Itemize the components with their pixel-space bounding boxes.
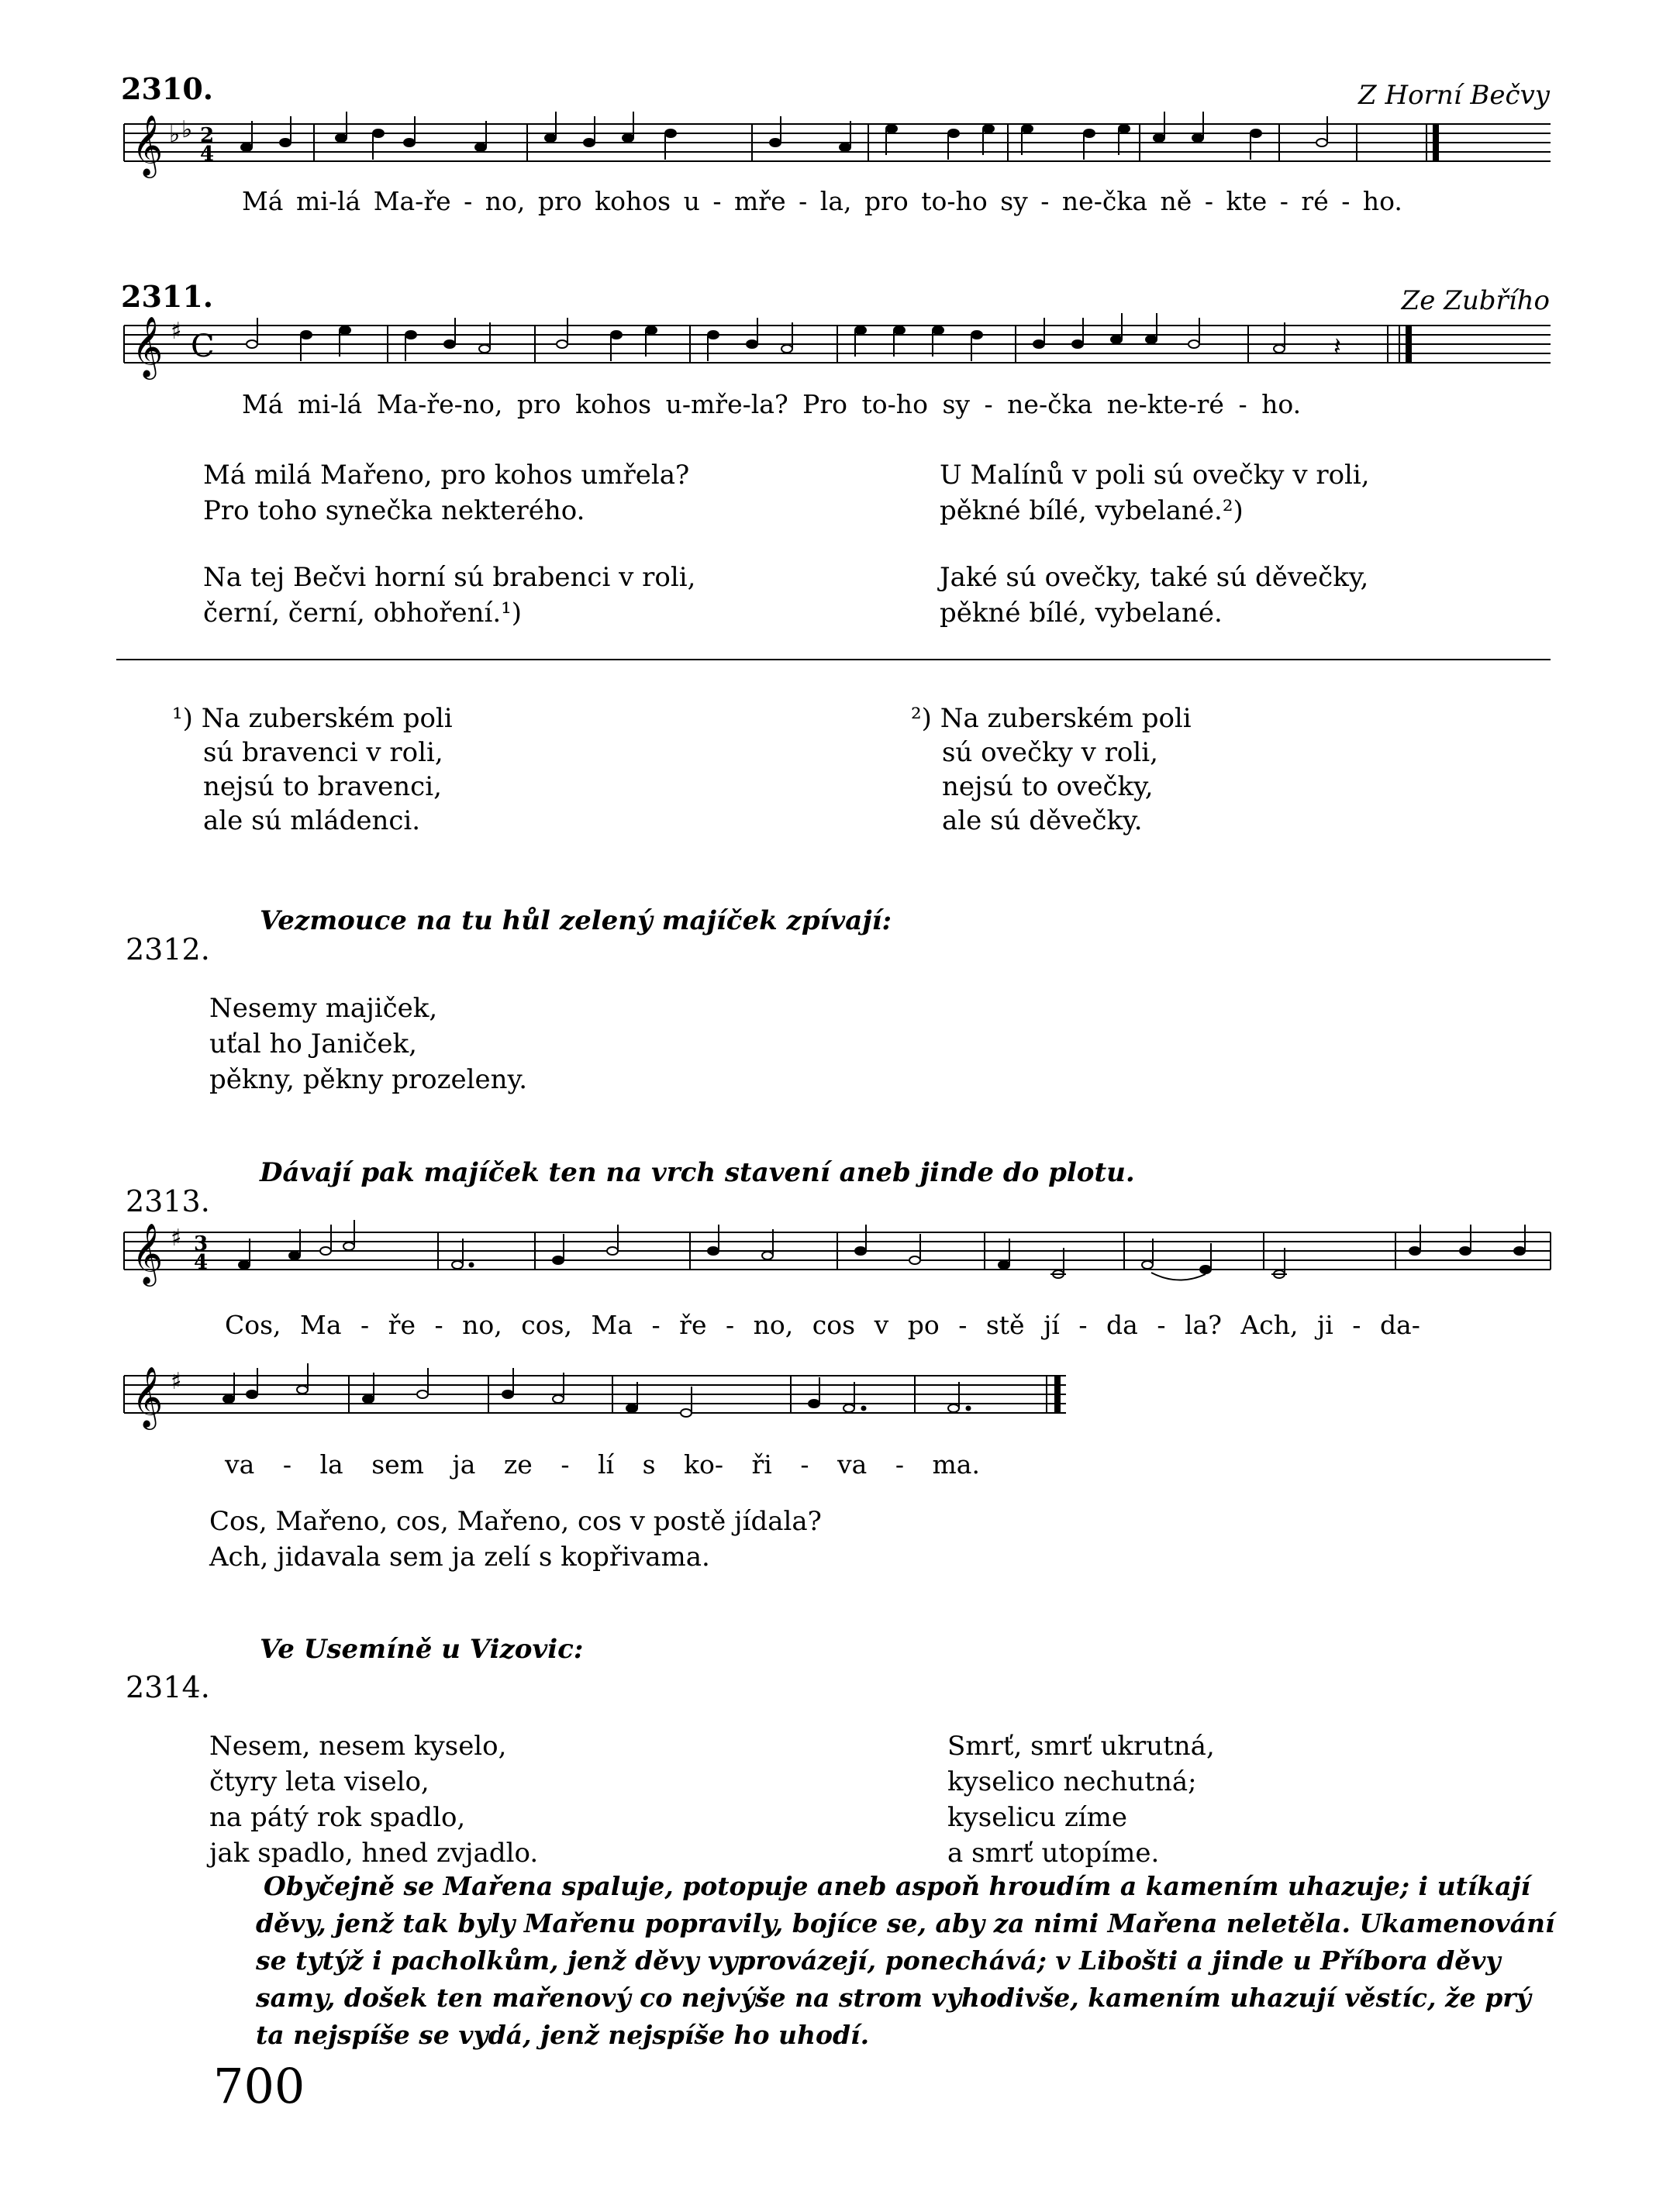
music-staff-2313-a [116,1225,1558,1302]
verses-2311-right: U Malínů v poli sú ovečky v roli, pěkné bílé, vybelané.²) Jaké sú ovečky, také sú děvečky, pěkné bílé, vybelané. [940,460,1370,629]
treble-clef-icon: 𝄞 [132,115,164,176]
music-staff-2313-b [116,1368,1558,1445]
treble-clef-icon: 𝄞 [132,1366,164,1428]
lyrics-2311: Má mi-lá Ma-ře-no, pro kohos u-mře-la? Pro to-ho sy - ne-čka ne-kte-ré - ho. [242,389,1302,419]
verse-2313: Cos, Mařeno, cos, Mařeno, cos v postě jídala? Ach, jidavala sem ja zelí s kopřivama. [209,1506,822,1573]
intro-2314: Ve Usemíně u Vizovic: [260,1634,584,1665]
song-origin-2311: Ze Zubřího [1401,285,1550,316]
treble-clef-icon: 𝄞 [132,316,164,377]
flat-icon: ♭ [169,121,181,148]
time-sig-common: C [191,329,215,364]
footnote-2: ²) Na zuberském poli sú ovečky v roli, nejsú to ovečky, ale sú děvečky. [911,703,1192,836]
song-number-2314: 2314. [126,1670,210,1704]
time-sig-top: 2 [200,124,215,147]
footnote-divider [116,659,1551,660]
intro-2313: Dávají pak majíček ten na vrch stavení aneb jinde do plotu. [260,1157,1135,1188]
footnote-1: ¹) Na zuberském poli sú bravenci v roli, nejsú to bravenci, ale sú mládenci. [172,703,453,836]
music-staff-2310 [116,116,1558,194]
lyrics-2313-line2: va - la sem ja ze - lí s ko- ři - va - ma. [225,1449,980,1480]
verse-2314-left: Nesem, nesem kyselo, čtyry leta viselo, na pátý rok spadlo, jak spadlo, hned zvjadlo. [209,1731,539,1869]
song-number-2312: 2312. [126,932,210,966]
time-sig-bottom: 4 [200,143,215,166]
music-staff-2311 [116,318,1558,395]
song-number-2310: 2310. [121,71,213,106]
verses-2311-left: Má milá Mařeno, pro kohos umřela? Pro toho synečka nekterého. Na tej Bečvi horní sú brabenci v roli, černí, černí, obhoření.¹) [203,460,696,629]
time-sig-top: 3 [194,1232,209,1256]
sharp-icon: ♯ [171,1225,182,1252]
song-origin-2310: Z Horní Bečvy [1358,80,1550,111]
quarter-rest-icon: 𝄽 [1333,332,1341,361]
closing-paragraph: Obyčejně se Mařena spaluje, potopuje aneb aspoň hroudím a kamením uhazuje; i utíkají děvy, jenž tak byly Mařenu popravily, bojíce se, aby za nimi Mařena neletěla. Ukamenování se tytýž i pacholkům, jenž děvy vyprovázejí, ponechává; v Libošti a jinde u Příbora děvy samy, došek ten mařenový co nejvýše na strom vyhodivše, kamením uhazují věstíc, že prý ta nejspíše se vydá, jenž nejspíše ho uhodí. [256,1871,1555,2050]
page-number: 700 [213,2058,305,2114]
treble-clef-icon: 𝄞 [132,1223,164,1284]
verse-2314-right: Smrť, smrť ukrutná, kyselico nechutná; kyselicu zíme a smrť utopíme. [947,1731,1215,1869]
song-number-2313: 2313. [126,1184,210,1218]
flat-icon: ♭ [181,116,193,143]
intro-2312: Vezmouce na tu hůl zelený majíček zpívají: [260,905,892,936]
lyrics-2313-line1: Cos, Ma - ře - no, cos, Ma - ře - no, cos v po - stě jí - da - la? Ach, ji - da- [225,1310,1420,1340]
sharp-icon: ♯ [171,1368,182,1395]
time-sig-bottom: 4 [194,1251,209,1274]
sharp-icon: ♯ [171,318,182,345]
lyrics-2310: Má mi-lá Ma-ře - no, pro kohos u - mře - la, pro to-ho sy - ne-čka ně - kte - ré - ho. [242,186,1402,216]
verse-2312: Nesemy majiček, uťal ho Janiček, pěkny, pěkny prozeleny. [209,993,528,1095]
notes-2313-b [223,1363,971,1417]
song-number-2311: 2311. [121,279,213,314]
